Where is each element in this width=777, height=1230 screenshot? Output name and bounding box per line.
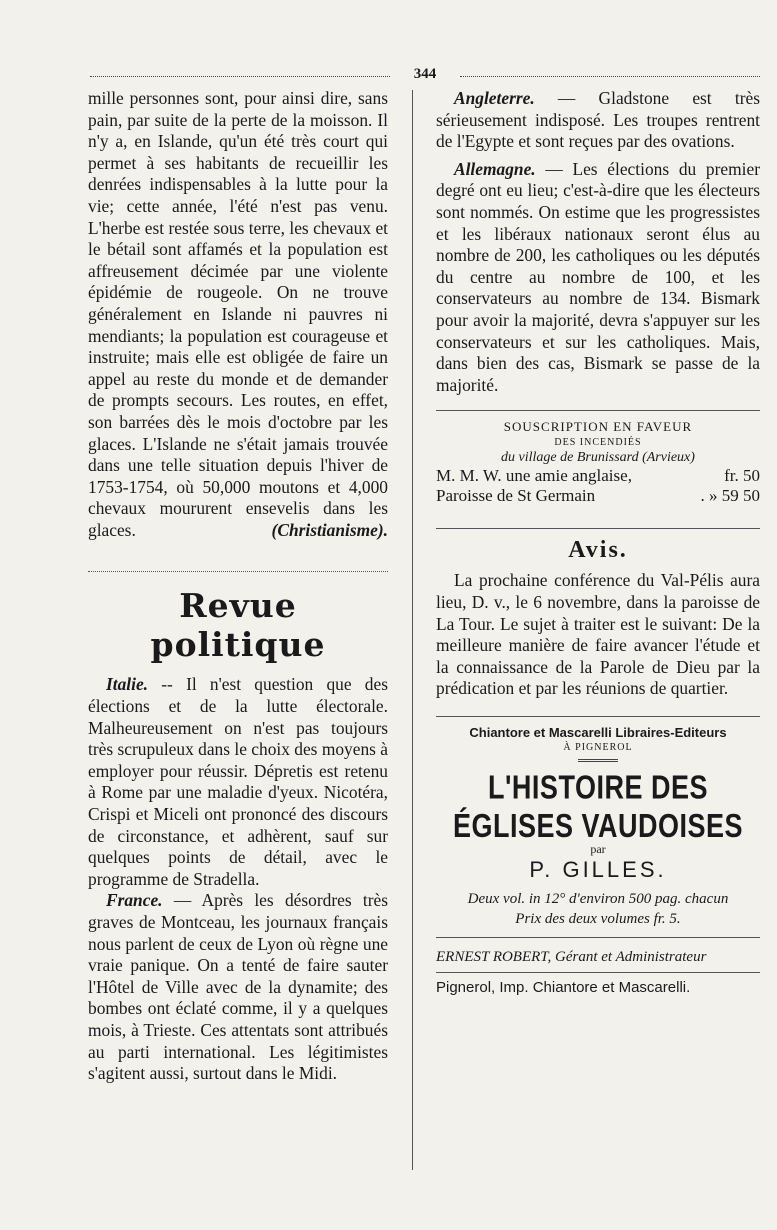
page-header bbox=[90, 66, 760, 86]
allemagne-text: — Les élections du premier degré ont eu lieu; c'est-à-dire que les électeurs sont nommés. On estime que les progressistes et les libéraux nationaux seront élus au nombre de 200, les catholiques ou les députés du centre au nombre de 100, et les conservateurs au nombre de 134. Bismark pour avoir la majorité, devra s'appuyer sur les conservateurs et sur les catholiques. Mais, dans bien des cas, Bismark se passe de la majorité. bbox=[436, 158, 760, 395]
angleterre-label: Angleterre. bbox=[454, 88, 535, 108]
publisher-name: Chiantore et Mascarelli Libraires-Editeurs bbox=[469, 724, 727, 740]
italie-label: Italie. bbox=[106, 674, 149, 695]
book-description: Deux vol. in 12° d'environ 500 pag. chacun bbox=[467, 890, 729, 907]
donor-name: M. M. W. une amie anglaise, bbox=[436, 466, 632, 486]
subscription-subtitle: DES INCENDIÉS bbox=[554, 437, 642, 449]
publisher-city: À PIGNEROL bbox=[563, 741, 633, 753]
donation-amount: fr. 50 bbox=[724, 466, 760, 486]
book-price: Prix des deux volumes fr. 5. bbox=[515, 910, 681, 927]
iceland-article bbox=[88, 88, 388, 541]
section-rule bbox=[88, 571, 388, 572]
book-author: P. GILLES. bbox=[529, 856, 667, 882]
page-number: 344 bbox=[408, 66, 443, 82]
avis-title: Avis. bbox=[568, 537, 628, 564]
ad-rule bbox=[436, 716, 760, 717]
subscription-rule bbox=[436, 410, 760, 411]
book-title: L'HISTOIRE DES ÉGLISES VAUDOISES bbox=[452, 768, 744, 845]
left-column bbox=[88, 88, 388, 1085]
allemagne-label: Allemagne. bbox=[454, 158, 536, 179]
iceland-source: (Christianisme). bbox=[271, 519, 388, 540]
subscription-place: du village de Brunissard (Arvieux) bbox=[501, 450, 695, 466]
donation-row bbox=[436, 466, 760, 486]
avis-text: La prochaine conférence du Val-Pélis aura lieu, D. v., le 6 novembre, dans la paroisse de La Tour. Le sujet à traiter est le suivant: De la meilleure manière de faire avancer l'étude et la connaissance de la Parole de Dieu par la prédication et par les réunions de quartier. bbox=[436, 570, 760, 699]
ornament-rule bbox=[578, 759, 618, 762]
donation-row bbox=[436, 486, 760, 506]
france-text: — Après les désordres très graves de Montceau, les journaux français nous parlent de ceux de Lyon où règne une vraie panique. On a tenté de faire sauter l'Hôtel de Ville avec de la dynamite; des bombes ont éclaté comme, il y a quelques mois, à Trieste. Ces attentats sont attribués au parti international. Les légitimistes s'agitent aussi, surtout dans le Midi. bbox=[88, 890, 388, 1084]
imprint-line: Pignerol, Imp. Chiantore et Mascarelli. bbox=[436, 978, 691, 996]
angleterre-article bbox=[436, 88, 760, 153]
angleterre-text: — Gladstone est très sérieusement indisposé. Les troupes rentrent de l'Egypte et sont reçues par des ovations. bbox=[436, 88, 760, 152]
allemagne-article bbox=[436, 159, 760, 397]
book-par: par bbox=[590, 841, 606, 856]
gerant-line: ERNEST ROBERT, Gérant et Administrateur bbox=[436, 948, 707, 965]
section-title: Revue politique bbox=[150, 586, 326, 665]
italie-article bbox=[88, 674, 388, 890]
gerant-rule bbox=[436, 937, 760, 938]
avis-rule bbox=[436, 528, 760, 529]
iceland-text: mille personnes sont, pour ainsi dire, sans pain, par suite de la perte de la moisson. Il n'y a, en Islande, qu'un été très court qui permet à ses habitants de recueillir les denrées indispensables à la lutte pour la vie; cette année, l'été n'est pas venu. L'herbe est restée sous terre, les chevaux et le bétail sont affamés et la population est affreusement décimée par une violente épidémie de rougeole. On ne trouve généralement en Islande ni pauvres ni mendiants; la population est courageuse et instruite; mais elle est obligée de faire un appel au reste du monde et de demander de prompts secours. Les routes, en effet, son barrées dès le mois d'octobre par les glaces. L'Islande ne s'était jamais trouvée dans une telle situation depuis l'hiver de 1753-1754, où 50,000 moutons et 4,000 chevaux moururent ensevelis dans les glaces. bbox=[88, 88, 388, 540]
italie-text: -- Il n'est question que des élections et de la lutte électorale. Malheureusement on n'est pas toujours très scrupuleux dans le choix des moyens à employer pour réussir. Dépretis est retenu à Rome par une maladie d'yeux. Nicotéra, Crispi et Miceli ont prononcé des discours de circonstance, et adhèrent, sauf sur quelques points de détail, avec le programme de Stradella. bbox=[88, 674, 388, 889]
imprint-rule bbox=[436, 972, 760, 973]
france-label: France. bbox=[106, 890, 163, 911]
right-column bbox=[436, 88, 760, 999]
donor-name: Paroisse de St Germain bbox=[436, 486, 596, 506]
donation-amount: . » 59 50 bbox=[700, 486, 760, 506]
subscription-title: SOUSCRIPTION EN FAVEUR bbox=[503, 419, 693, 435]
column-divider bbox=[412, 90, 413, 1170]
france-article bbox=[88, 890, 388, 1084]
